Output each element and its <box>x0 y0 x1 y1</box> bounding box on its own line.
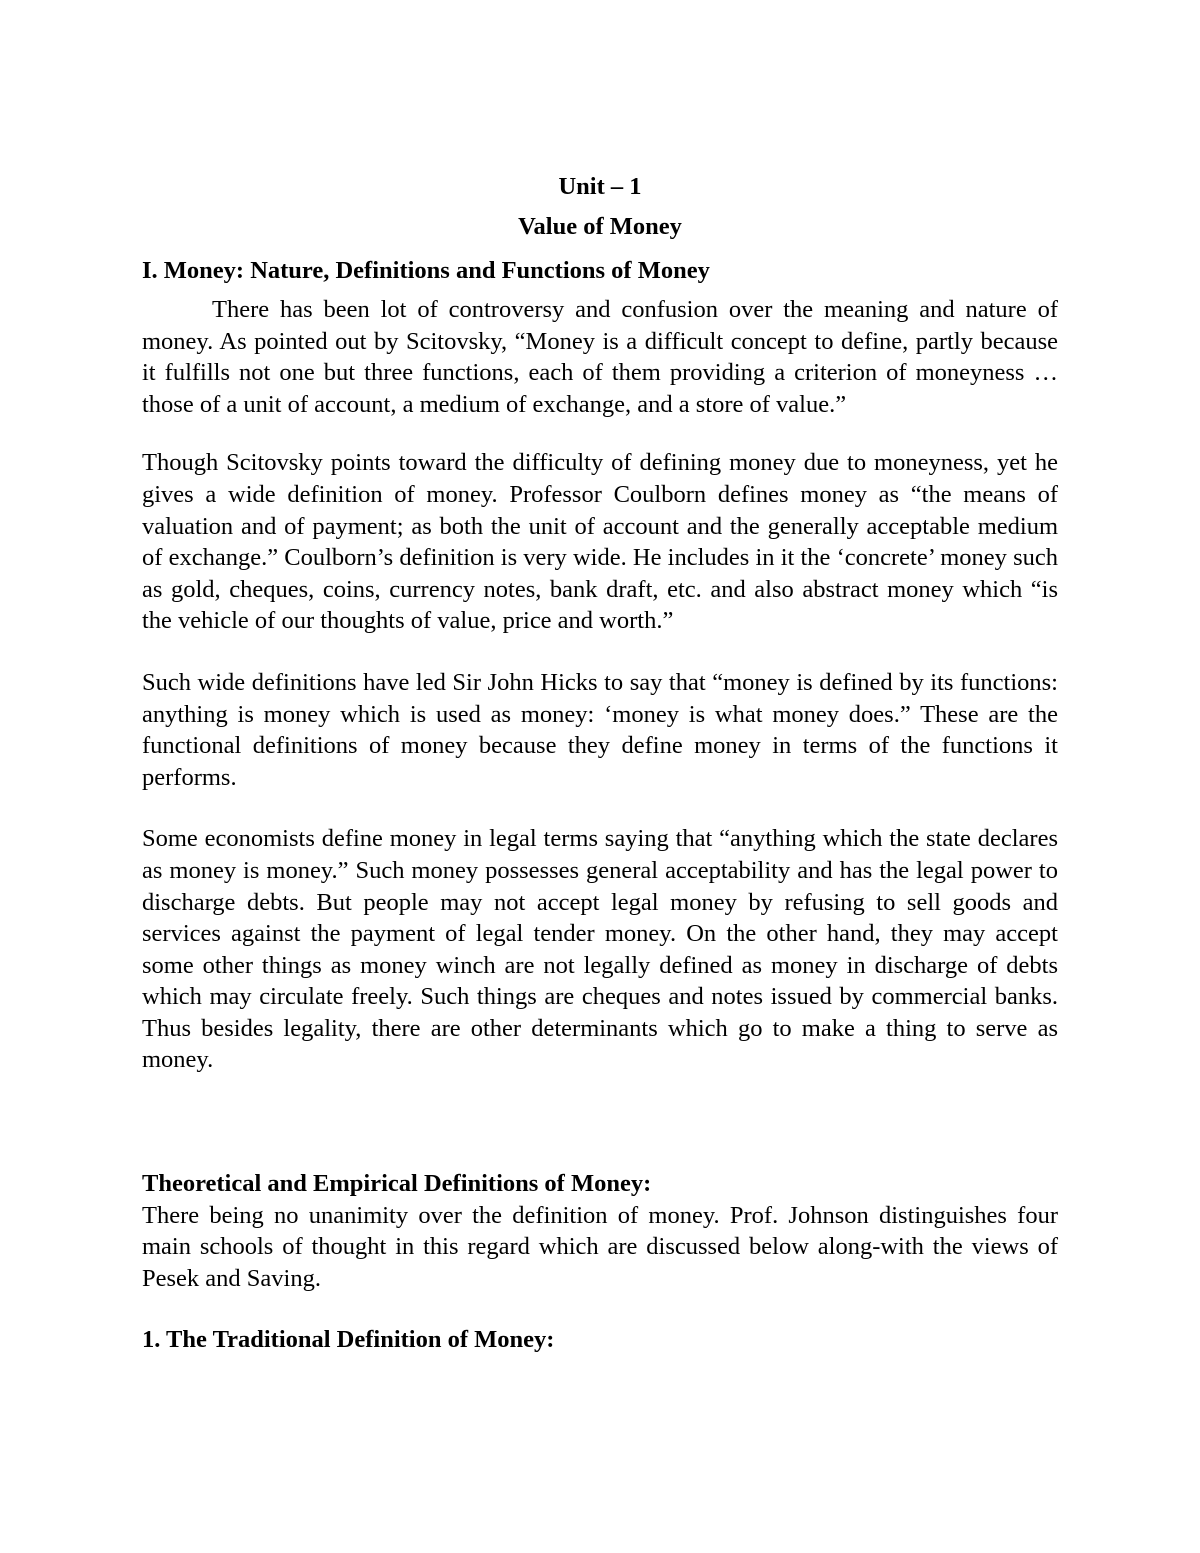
paragraph-johnson: There being no unanimity over the definition of money. Prof. Johnson distinguishes four main schools of thought in this regard which are discussed below along-with the views of Pesek and Saving. <box>142 1201 1058 1292</box>
document-page <box>142 168 1058 1356</box>
paragraph-legal: Some economists define money in legal terms saying that “anything which the state declares as money is money.” Such money possesses general acceptability and has the legal power to discharge debts. But people may not accept legal money by refusing to sell goods and services against the payment of legal tender money. On the other hand, they may accept some other things as money winch are not legally defined as money in discharge of debts which may circulate freely. Such things are cheques and notes issued by commercial banks. Thus besides legality, there are other determinants which go to make a thing to serve as money. <box>142 825 1058 1074</box>
unit-heading: Unit – 1 <box>558 173 642 200</box>
paragraph-intro: There has been lot of controversy and confusion over the meaning and nature of money. As pointed out by Scitovsky, “Money is a difficult concept to define, partly because it fulfills not one but three functions, each of them providing a criterion of moneyness … those of a unit of account, a medium of exchange, and a store of value.” <box>142 296 1058 418</box>
numbered-heading-traditional: 1. The Traditional Definition of Money: <box>142 1326 555 1354</box>
paragraph-coulborn: Though Scitovsky points toward the difficulty of defining money due to moneyness, yet he gives a wide definition of money. Professor Coulborn defines money as “the means of valuation and of payment; as both the unit of account and the generally acceptable medium of exchange.” Coulborn’s definition is very wide. He includes in it the ‘concrete’ money such as gold, cheques, coins, currency notes, bank draft, etc. and also abstract money which “is the vehicle of our thoughts of value, price and worth.” <box>142 449 1058 635</box>
paragraph-hicks: Such wide definitions have led Sir John Hicks to say that “money is defined by its functions: anything is money which is used as money: ‘money is what money does.” These are the functional definitions of money because they define money in terms of the functions it performs. <box>142 668 1058 791</box>
subheading-theoretical-empirical: Theoretical and Empirical Definitions of Money: <box>142 1170 652 1198</box>
page-title: Value of Money <box>518 213 682 240</box>
section-heading: I. Money: Nature, Definitions and Functions of Money <box>142 257 710 284</box>
